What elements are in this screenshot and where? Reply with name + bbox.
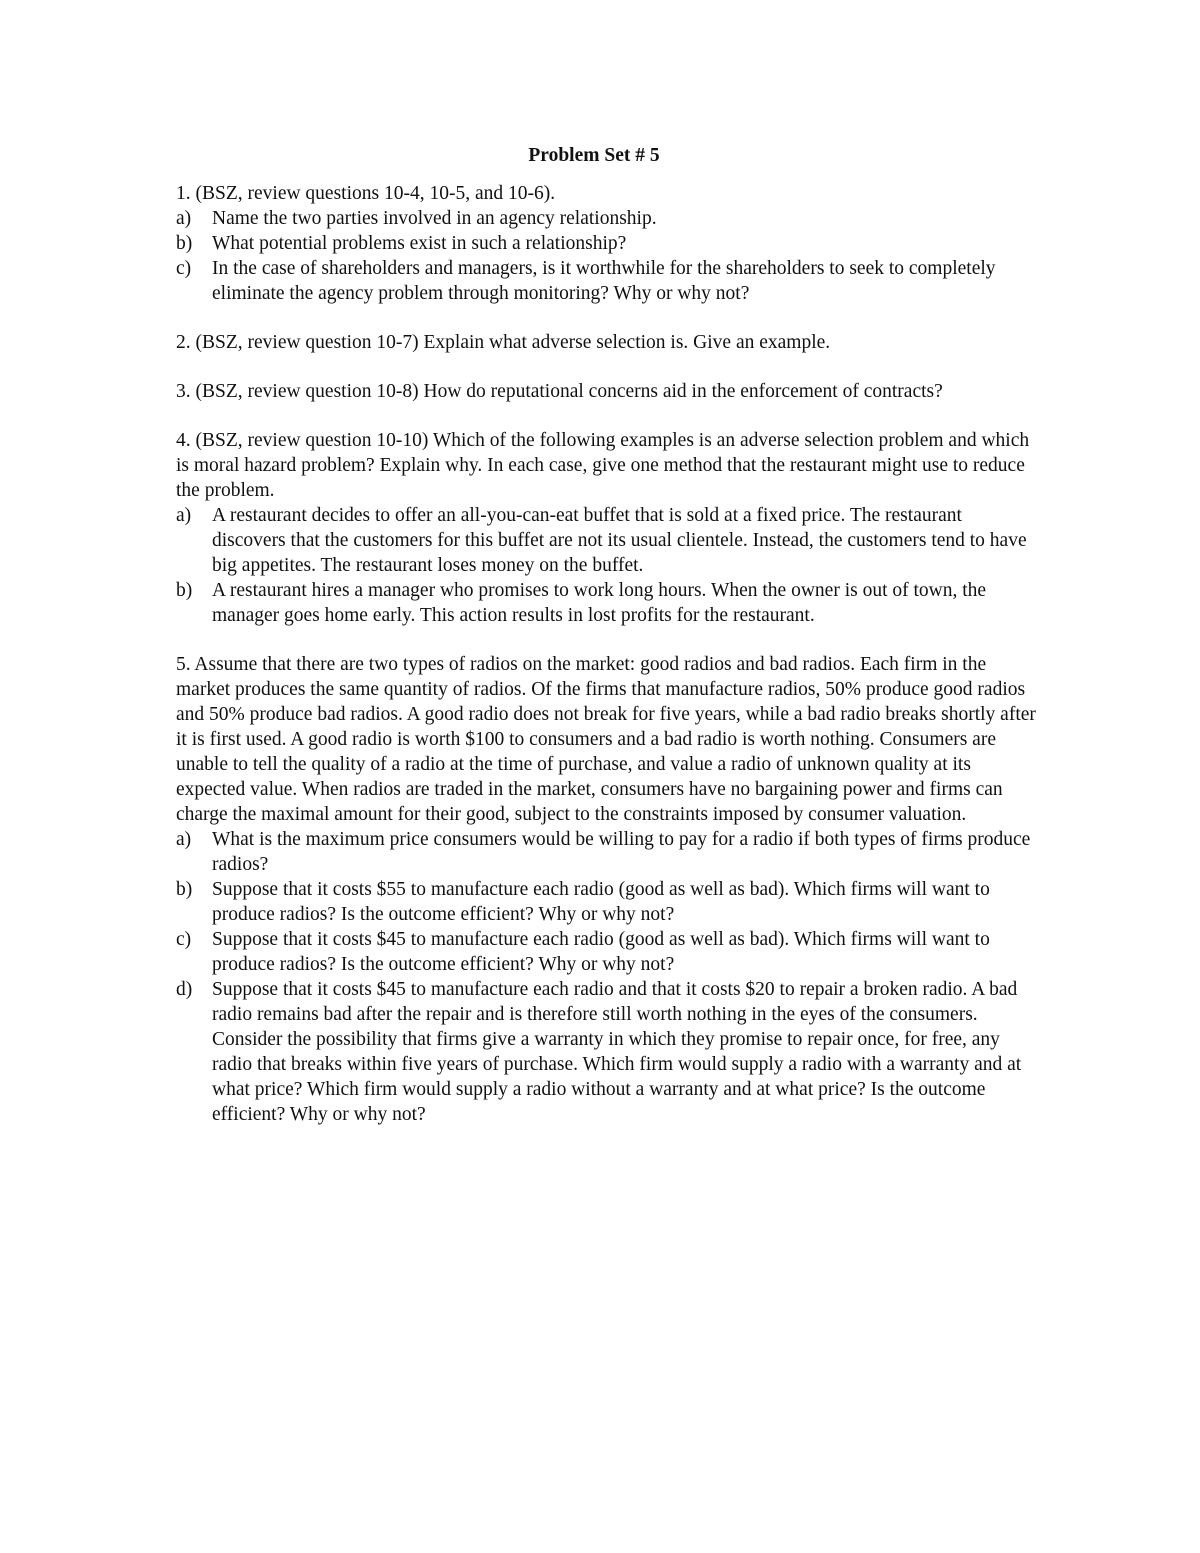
part-text: Name the two parties involved in an agency relationship. xyxy=(212,208,657,229)
question-1-part-c xyxy=(176,256,1036,306)
question-2-text: 2. (BSZ, review question 10-7) Explain what adverse selection is. Give an example. xyxy=(176,332,831,353)
part-label: a) xyxy=(176,505,192,526)
question-5 xyxy=(176,652,1036,1127)
question-5-part-a xyxy=(176,827,1036,877)
question-3 xyxy=(176,379,1036,404)
question-1-part-b xyxy=(176,231,1036,256)
question-4-intro: 4. (BSZ, review question 10-10) Which of the following examples is an adverse selection problem and which is moral hazard problem? Explain why. In each case, give one method that the restaurant might use to reduce the problem. xyxy=(176,430,1030,501)
question-4-part-a xyxy=(176,503,1036,578)
part-text: A restaurant hires a manager who promises to work long hours. When the owner is out of town, the manager goes home early. This action results in lost profits for the restaurant. xyxy=(212,580,987,626)
question-1 xyxy=(176,181,1036,306)
part-text: A restaurant decides to offer an all-you-can-eat buffet that is sold at a fixed price. The restaurant discovers that the customers for this buffet are not its usual clientele. Instead, the customers tend to have big appetites. The restaurant loses money on the buffet. xyxy=(212,505,1027,576)
part-label: a) xyxy=(176,829,192,850)
question-5-intro: 5. Assume that there are two types of radios on the market: good radios and bad radios. Each firm in the market produces the same quantity of radios. Of the firms that manufacture radios, 50% produce good radios and 50% produce bad radios. A good radio does not break for five years, while a bad radio breaks shortly after it is first used. A good radio is worth $100 to consumers and a bad radio is worth nothing. Consumers are unable to tell the quality of a radio at the time of purchase, and value a radio of unknown quality at its expected value. When radios are traded in the market, consumers have no bargaining power and firms can charge the maximal amount for their good, subject to the constraints imposed by consumer valuation. xyxy=(176,654,1036,825)
part-label: c) xyxy=(176,258,192,279)
question-4 xyxy=(176,428,1036,628)
question-5-part-b xyxy=(176,877,1036,927)
part-text: Suppose that it costs $45 to manufacture each radio (good as well as bad). Which firms will want to produce radios? Is the outcome efficient? Why or why not? xyxy=(212,929,990,975)
part-label: c) xyxy=(176,929,192,950)
question-3-text: 3. (BSZ, review question 10-8) How do reputational concerns aid in the enforcement of contracts? xyxy=(176,381,943,402)
page-title: Problem Set # 5 xyxy=(528,145,660,166)
question-1-part-a xyxy=(176,206,1036,231)
part-label: a) xyxy=(176,208,192,229)
question-4-part-b xyxy=(176,578,1036,628)
part-text: Suppose that it costs $55 to manufacture each radio (good as well as bad). Which firms will want to produce radios? Is the outcome efficient? Why or why not? xyxy=(212,879,990,925)
part-label: d) xyxy=(176,979,193,1000)
part-label: b) xyxy=(176,580,193,601)
document-page xyxy=(176,143,1036,1151)
part-text: What is the maximum price consumers would be willing to pay for a radio if both types of firms produce radios? xyxy=(212,829,1031,875)
part-text: Suppose that it costs $45 to manufacture each radio and that it costs $20 to repair a broken radio. A bad radio remains bad after the repair and is therefore still worth nothing in the eyes of the consumers. Consider the possibility that firms give a warranty in which they promise to repair once, for free, any radio that breaks within five years of purchase. Which firm would supply a radio with a warranty and at what price? Which firm would supply a radio without a warranty and at what price? Is the outcome efficient? Why or why not? xyxy=(212,979,1022,1125)
part-text: What potential problems exist in such a relationship? xyxy=(212,233,627,254)
question-1-intro: 1. (BSZ, review questions 10-4, 10-5, and 10-6). xyxy=(176,183,556,204)
question-5-part-d xyxy=(176,977,1036,1127)
part-label: b) xyxy=(176,233,193,254)
part-label: b) xyxy=(176,879,193,900)
part-text: In the case of shareholders and managers, is it worthwhile for the shareholders to seek to completely eliminate the agency problem through monitoring? Why or why not? xyxy=(212,258,996,304)
question-5-part-c xyxy=(176,927,1036,977)
question-2 xyxy=(176,330,1036,355)
